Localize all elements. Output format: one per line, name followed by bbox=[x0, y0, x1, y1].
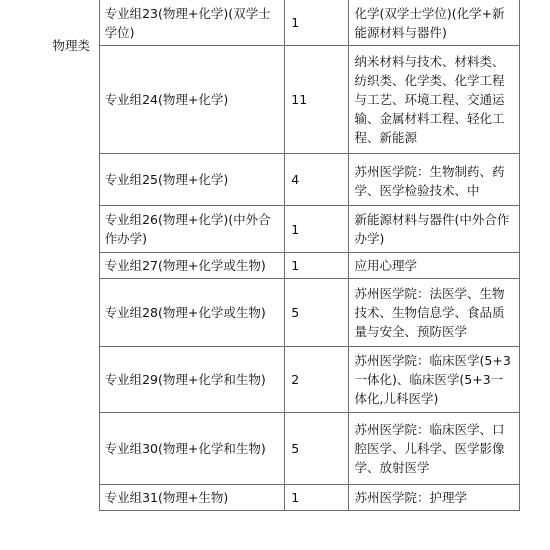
count-cell bbox=[285, 154, 348, 206]
majors-text: 苏州医学院：护理学 bbox=[354, 490, 468, 505]
count-cell bbox=[285, 485, 348, 511]
majors-cell bbox=[348, 413, 519, 485]
count-value: 5 bbox=[291, 441, 300, 456]
majors-text: 应用心理学 bbox=[354, 258, 418, 273]
group-cell bbox=[99, 0, 285, 46]
majors-cell bbox=[348, 347, 519, 413]
majors-text: 苏州医学院：临床医学、口腔医学、儿科学、医学影像学、放射医学 bbox=[354, 422, 505, 475]
count-value: 1 bbox=[291, 490, 300, 505]
count-cell bbox=[285, 0, 348, 46]
group-cell bbox=[99, 413, 285, 485]
majors-cell bbox=[348, 485, 519, 511]
count-value: 1 bbox=[291, 258, 300, 273]
category-label: 物理类 bbox=[52, 38, 91, 53]
group-label: 专业组27(物理+化学或生物) bbox=[104, 258, 266, 273]
majors-cell bbox=[348, 46, 519, 154]
count-cell bbox=[285, 46, 348, 154]
table-row bbox=[44, 253, 520, 279]
group-label: 专业组24(物理+化学) bbox=[104, 92, 229, 107]
count-cell bbox=[285, 347, 348, 413]
group-label: 专业组30(物理+化学和生物) bbox=[104, 441, 266, 456]
count-value: 2 bbox=[291, 372, 300, 387]
group-label: 专业组31(物理+生物) bbox=[104, 490, 229, 505]
table-row bbox=[44, 154, 520, 206]
group-label: 专业组28(物理+化学或生物) bbox=[104, 305, 266, 320]
category-cell bbox=[44, 0, 99, 511]
group-cell bbox=[99, 206, 285, 253]
group-label: 专业组26(物理+化学)(中外合作办学) bbox=[104, 212, 271, 246]
admission-plan-table bbox=[44, 0, 520, 511]
count-value: 4 bbox=[291, 172, 300, 187]
majors-text: 苏州医学院：法医学、生物技术、生物信息学、食品质量与安全、预防医学 bbox=[354, 286, 505, 339]
group-label: 专业组25(物理+化学) bbox=[104, 172, 229, 187]
table-row bbox=[44, 279, 520, 347]
majors-text: 苏州医学院：临床医学(5+3一体化)、临床医学(5+3一体化,儿科医学) bbox=[354, 353, 511, 406]
majors-cell bbox=[348, 0, 519, 46]
count-cell bbox=[285, 279, 348, 347]
count-cell bbox=[285, 253, 348, 279]
group-cell bbox=[99, 253, 285, 279]
table-row bbox=[44, 413, 520, 485]
count-value: 11 bbox=[291, 92, 308, 107]
majors-cell bbox=[348, 154, 519, 206]
group-label: 专业组23(物理+化学)(双学士学位) bbox=[104, 5, 271, 40]
majors-cell bbox=[348, 253, 519, 279]
table-row bbox=[44, 206, 520, 253]
count-value: 1 bbox=[291, 221, 300, 237]
majors-text: 纳米材料与技术、材料类、纺织类、化学类、化学工程与工艺、环境工程、交通运输、金属材料工程、轻化工程、新能源 bbox=[354, 54, 505, 145]
count-value: 1 bbox=[291, 15, 300, 30]
group-cell bbox=[99, 347, 285, 413]
count-cell bbox=[285, 206, 348, 253]
majors-text: 化学(双学士学位)(化学+新能源材料与器件) bbox=[354, 5, 505, 40]
table-row bbox=[44, 347, 520, 413]
majors-text: 新能源材料与器件(中外合作办学) bbox=[354, 212, 510, 246]
table-row bbox=[44, 0, 520, 46]
count-value: 5 bbox=[291, 305, 300, 320]
majors-text: 苏州医学院：生物制药、药学、医学检验技术、中 bbox=[354, 164, 505, 197]
table-row bbox=[44, 485, 520, 511]
group-cell bbox=[99, 279, 285, 347]
group-cell bbox=[99, 485, 285, 511]
group-cell bbox=[99, 154, 285, 206]
count-cell bbox=[285, 413, 348, 485]
group-cell bbox=[99, 46, 285, 154]
majors-cell bbox=[348, 279, 519, 347]
group-label: 专业组29(物理+化学和生物) bbox=[104, 372, 266, 387]
majors-cell bbox=[348, 206, 519, 253]
table-row bbox=[44, 46, 520, 154]
